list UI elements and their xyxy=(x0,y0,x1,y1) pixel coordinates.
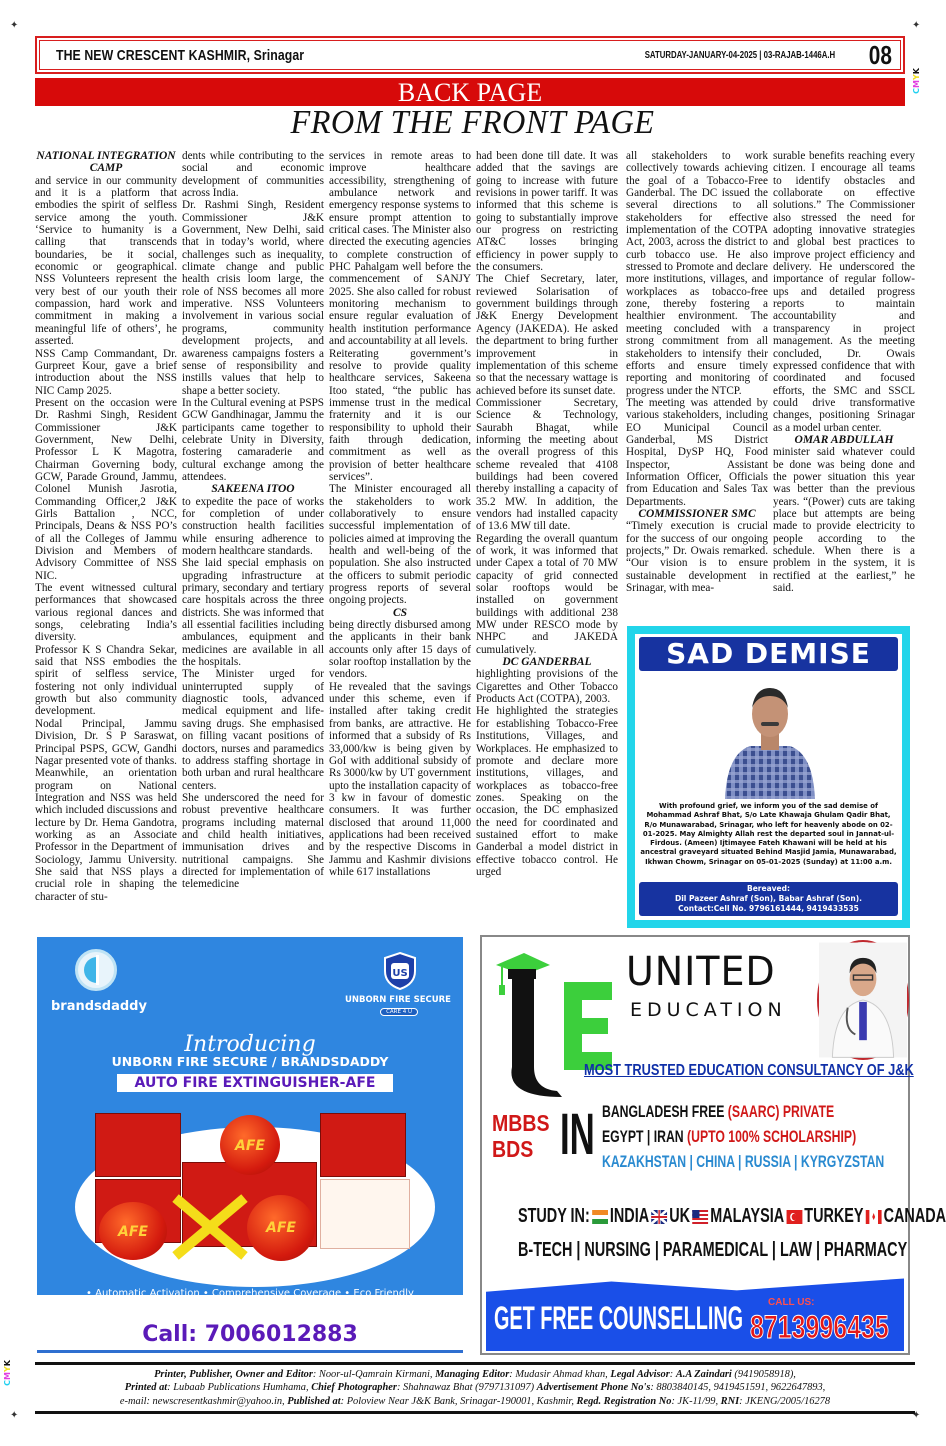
logo-j-letter-icon xyxy=(502,977,544,1097)
fire-ball-image: AFE xyxy=(247,1195,315,1261)
fire-call-number: Call: 7006012883 xyxy=(142,1322,358,1347)
fire-ad-panel xyxy=(37,937,463,1313)
article-paragraph: to expedite the pace of works for completion of under construction health facilities while ensuring adherence to modern healthcare standards. xyxy=(182,495,324,557)
shield-icon xyxy=(382,951,418,991)
imprint-label: Advertisement Phone No's xyxy=(536,1382,651,1394)
paper-name: THE NEW CRESCENT KASHMIR, Srinagar xyxy=(56,46,305,64)
imprint-value: : JKENG/2005/16278 xyxy=(739,1395,831,1407)
page-title: FROM THE FRONT PAGE xyxy=(290,104,655,141)
article-paragraph: Dr. Rashmi Singh, Resident Commissioner J&K Government, New Delhi, said that in today’s world, where challenges such as inequality, climate change and public health crisis loom large, the role of NSS becomes all more imperative. NSS Volunteers involvement in various social programs, community development projects, and awareness campaigns fosters a sense of responsibility and instills values that help to shape a better society. xyxy=(182,199,324,397)
imprint-label: Legal Advisor xyxy=(610,1369,670,1380)
family-box-image xyxy=(320,1179,410,1249)
column-6 xyxy=(773,150,915,594)
registration-mark: ✦ xyxy=(912,1410,921,1421)
registration-mark: ✦ xyxy=(912,20,921,31)
bereaved-box xyxy=(639,882,898,916)
in-label: IN xyxy=(560,1102,595,1167)
product-box-image xyxy=(320,1113,406,1177)
section-bar: BACK PAGE xyxy=(35,78,905,106)
imprint-label: Printer, Publisher, Owner and Editor xyxy=(154,1369,313,1380)
article-paragraph: Regarding the overall quantum of work, it was informed that under Capex a total of 70 MW capacity of grid connected solar rooftops would be installed on government buildings with additional 238 MW under RESCO mode by NHPC and JAKEDA cumulatively. xyxy=(476,532,618,656)
education-ad xyxy=(480,935,946,1355)
imprint-value: : Poloview Near J&K Bank, Srinagar-190001, Kashmir, xyxy=(340,1395,577,1407)
article-paragraph: The Minister urged for uninterrupted supply of diagnostic tools, advanced medical equipment and life-saving drugs. She emphasised on filling vacant positions of doctors, nurses and paramedics to address staffing shortage in both urban and rural healthcare centers. xyxy=(182,668,324,792)
brand-united: UNITED xyxy=(626,949,776,995)
date-line: SATURDAY-JANUARY-04-2025 | 03-RAJAB-1446A.H xyxy=(644,49,836,61)
uk-flag-icon xyxy=(651,1210,667,1224)
article-paragraph: Commissioner Secretary, Science & Technology, Saurabh Bhagat, while informing the meeting about the overall progress of this scheme revealed that 4108 buildings had been covered thereby installing a capacity of 35.2 MW. In addition, the vendors had installed capacity of 13.6 MW till date. xyxy=(476,396,618,533)
registration-mark: ✦ xyxy=(10,1410,19,1421)
imprint-value: : JK-11/99, xyxy=(671,1395,721,1407)
bereaved-label: Bereaved: xyxy=(747,884,790,893)
imprint-label: Managing Editor xyxy=(435,1369,510,1380)
study-in-countries: STUDY IN: INDIA UK MALAYSIA TURKEY CANADA xyxy=(518,1205,946,1227)
bereaved-names: Dil Pazeer Ashraf (Son), Babar Ashraf (Son). xyxy=(675,894,862,903)
article-subhead: DC GANDERBAL xyxy=(502,656,592,669)
shield-letters: US xyxy=(392,968,408,979)
imprint-label: RNI xyxy=(720,1395,740,1407)
article-paragraph: NSS Camp Commandant, Dr. Gurpreet Kour, gave a brief introduction about the NSS NIC Camp 2025. xyxy=(35,347,177,397)
brandsdaddy-name: brandsdaddy xyxy=(51,999,147,1014)
column-4 xyxy=(476,150,618,878)
edu-phone-number: 8713996435 xyxy=(750,1309,889,1345)
course-mbbs-bds: MBBS BDS xyxy=(492,1110,550,1162)
imprint-line xyxy=(35,1381,915,1394)
imprint-label: Printed at xyxy=(124,1382,168,1394)
imprint-line xyxy=(35,1395,915,1408)
article-paragraph: The Chief Secretary, later, reviewed Solarisation of government buildings through J&K Energy Development Agency (JAKEDA). He asked the department to bring further improvement in implementation of this scheme so that the necessary wattage is achieved before its sunset date. xyxy=(476,273,618,397)
imprint-value: : Lubaab Publications Humhama, xyxy=(167,1382,312,1394)
fire-ball-image: AFE xyxy=(99,1202,167,1260)
logo-e-letter-icon xyxy=(564,982,612,1070)
fire-ball-image: AFE xyxy=(220,1115,280,1175)
article-paragraph: The Minister encouraged all the stakeholders to work collaboratively to ensure successful implementation of policies aimed at improving the health and well-being of the population. She also instructed the officers to submit periodic progress reports of several ongoing projects. xyxy=(329,483,471,607)
article-paragraph: Meanwhile, an orientation program on National Integration and NSS was held which included discussions and lecture by Dr. Hema Gandotra, working as an Associate Professor in the Department of Sociology, Jammu University. She said that NSS plays a crucial role in shaping the character of stu- xyxy=(35,767,177,903)
column-3 xyxy=(329,150,471,878)
deceased-portrait-image xyxy=(715,684,825,799)
free-counselling-cta: GET FREE COUNSELLING xyxy=(494,1300,744,1336)
registration-mark: ✦ xyxy=(10,20,19,31)
contact-numbers: Contact:Cell No. 9796161444, 9419433535 xyxy=(678,904,859,913)
edu-tagline: MOST TRUSTED EDUCATION CONSULTANCY OF J&K xyxy=(584,1062,914,1079)
article-paragraph: Reiterating government’s resolve to provide quality healthcare services, Sakeena Itoo stated, “the public has immense trust in the medical fraternity and it is our responsibility to uphold their faith through dedication, commitment as well as provision of better healthcare services”. xyxy=(329,347,471,483)
article-paragraph: surable benefits reaching every citizen. I encourage all teams to identify obstacles and collaborate on effective solutions.” The Commissioner also stressed the need for adopting innovative strategies and global best practices to improve project efficiency and delivery. He underscored the importance of regular follow-ups and detailed progress reports to maintain accountability and transparency in project management. As the meeting concluded, Dr. Owais expressed confidence that with coordinated and focused efforts, the SMC and SSCL could drive transformative changes, positioning Srinagar as a model urban center. xyxy=(773,150,915,434)
article-paragraph: and service in our community and it is a platform that embodies the spirit of selfless service among the youth. ‘Service to humanity is a calling that transcends boundaries, be it social, economic or geographical. NSS Volunteers represent the very best of our youth their compassion, hard work and commitment in making a meaningful life of others’, he asserted. xyxy=(35,174,177,348)
imprint-value: : Shahnawaz Bhat (9797131097) xyxy=(396,1382,537,1394)
article-paragraph: all stakeholders to work collectively towards achieving the goal of a Tobacco-Free Ganderbal. The DC issued the several directions to all stakeholders for effective implementation of the COTPA Act, 2003, across the district to curb tobacco use. He also stressed to Promote and declare more institutions, villages, and workplaces as tobacco-free zone, thereby fostering a healthier environment. The meeting concluded with a strong commitment from all stakeholders to intensify their efforts and ensure timely reporting and monitoring of progress under the NTCP. xyxy=(626,150,768,397)
article-subhead: NATIONAL INTEGRATION CAMP xyxy=(36,150,176,175)
page-number: 08 xyxy=(868,39,892,70)
article-paragraph: services in remote areas to improve healthcare accessibility, strengthening of ambulance network and emergency response systems to ensure prompt attention to critical cases. The Minister also directed the executing agencies to complete construction of PHC Pahalgam well before the commencement of SANJY 2025. She also called for robust monitoring mechanism to ensure regular evaluation of health institution performance and accountability at all levels. xyxy=(329,150,471,348)
article-paragraph: minister said whatever could be done was being done and the power situation this year was better than the previous years. “(Power) cuts are taking place but attempts are being made to provide electricity to people according to the schedule. When there is a problem in the system, it is rectified at the earliest,” he said. xyxy=(773,446,915,595)
cmyk-color-bar: CMYK xyxy=(912,68,921,94)
column-1 xyxy=(35,150,177,903)
courses-list: B-TECH | NURSING | PARAMEDICAL | LAW | PHARMACY xyxy=(518,1239,908,1261)
fire-extinguisher-ad xyxy=(35,935,465,1355)
imprint-value: : xyxy=(669,1369,676,1380)
canada-flag-icon xyxy=(866,1210,882,1224)
imprint-value: e-mail: newscresentkashmir@yahoo.in, xyxy=(119,1395,288,1407)
article-paragraph: The event witnessed cultural performances that showcased various regional dances and songs, celebrating India’s diversity. xyxy=(35,582,177,644)
cmyk-color-bar: CMYK xyxy=(3,1360,12,1386)
article-subhead: COMMISSIONER SMC xyxy=(638,507,756,520)
article-paragraph: Nodal Principal, Jammu Division, Dr. S P Saraswat, Principal PSPS, GCW, Gandhi Nagar presented vote of thanks. xyxy=(35,717,177,767)
article-paragraph: had been done till date. It was added that the savings are going to increase with future revisions in power tariff. It was informed that this scheme is going to substantially improve our progress on restricting AT&C losses bringing efficiency in power supply to the consumers. xyxy=(476,150,618,274)
imprint-footer xyxy=(35,1362,915,1414)
article-paragraph: He highlighted the strategies for establishing Tobacco-Free Institutions, Villages, and Workplaces. He emphasized to promote and declare more institutions, villages, and workplaces as tobacco-free zones. Speaking on the occasion, the DC emphasized the need for coordinated and sustained effort to make Ganderbal a model district in effective tobacco control. He urged xyxy=(476,705,618,878)
article-paragraph: “Timely execution is crucial for the success of our ongoing projects,” Dr. Owais remarked. “Our vision is to ensure sustainable development in Srinagar, with mea- xyxy=(626,520,768,595)
obituary-heading: SAD DEMISE xyxy=(639,637,898,671)
fire-product-name: AUTO FIRE EXTINGUISHER-AFE xyxy=(117,1074,393,1092)
column-5 xyxy=(626,150,768,594)
divider xyxy=(37,1350,463,1353)
destinations: BANGLADESH FREE (SAARC) PRIVATE EGYPT | IRAN (UPTO 100% SCHOLARSHIP) KAZAKHSTAN | CHINA | RUSSIA | KYRGYZSTAN xyxy=(602,1102,885,1171)
article-subhead: SAKEENA ITOO xyxy=(211,483,295,496)
doctor-photo-image xyxy=(817,940,909,1060)
introducing-script: Introducing xyxy=(184,1032,316,1057)
fire-features: • Automatic Activation • Comprehensive Coverage • Eco Friendly • Compensation upto Rs. 10 Lacs • Maintenance Free xyxy=(86,1288,414,1313)
brandsdaddy-logo-icon xyxy=(75,949,117,991)
obituary-body: With profound grief, we inform you of the sad demise of Mohammad Ashraf Bhat, S/o Late Khawaja Ghulam Qadir Bhat, R/o Munawarabad, Srinagar, who left for heavenly abode on 02-01-2025. May Almighty Allah rest the departed soul in Jannat-ul-Firdous. (Ameen) Ijtimayee Fateh Khawani will be held at his ancestral graveyard situated Behind Masjid Jamia, Munawarabad, Ikhwan Chowm, Srinagar on 05-01-2025 (Sunday) at 11:00 a.m. xyxy=(640,802,897,866)
call-us-label: CALL US: xyxy=(768,1297,815,1308)
article-paragraph: dents while contributing to the social and economic development of communities across India. xyxy=(182,150,324,200)
unborn-fire-secure-name: UNBORN FIRE SECURE xyxy=(344,995,451,1005)
imprint-value: : 8803840145, 9419451591, 9622647893, xyxy=(650,1382,826,1394)
imprint-line xyxy=(35,1368,915,1381)
article-paragraph: She laid special emphasis on upgrading infrastructure at primary, secondary and tertiary care hospitals across the three districts. She was informed that all essential facilities including ambulances, equipment and medicines are available in all the hospitals. xyxy=(182,557,324,669)
article-subhead: OMAR ABDULLAH xyxy=(794,433,894,446)
turkey-flag-icon xyxy=(786,1210,802,1224)
masthead xyxy=(35,36,905,74)
imprint-label: A.A Zaindari xyxy=(675,1369,732,1380)
article-paragraph: Present on the occasion were Dr. Rashmi Singh, Resident Commissioner J&K Government, New Delhi, Professor L K Magotra, Chairman Governing body, GCW, Parade Ground, Jammu, Colonel Munish Jasrotia, Commanding Officer,2 J&K Girls Battalion , NCC, Principals, Deans & NSS PO’s of all the Colleges of Jammu Division and Members of Advisory Committee of NSS NIC. xyxy=(35,396,177,582)
article-paragraph: being directly disbursed among the applicants in their bank accounts only after 15 days of solar rooftop installation by the vendors. xyxy=(329,619,471,681)
imprint-label: Regd. Registration No xyxy=(576,1395,672,1407)
imprint-label: Chief Photographer xyxy=(311,1382,397,1394)
article-paragraph: Professor K S Chandra Sekar, said that NSS embodies the spirit of selfless service, fostering not only individual growth but also community development. xyxy=(35,643,177,718)
imprint-value: : Noor-ul-Qamrain Kirmani, xyxy=(312,1369,436,1380)
article-paragraph: She underscored the need for robust preventive healthcare programs including maternal and child health initiatives, immunisation drives and nutritional campaigns. She directed for implementation of telemedicine xyxy=(182,791,324,891)
imprint-label: Published at xyxy=(287,1395,341,1407)
india-flag-icon xyxy=(592,1210,608,1224)
article-paragraph: He revealed that the savings under this scheme, even if installed after taking credit from banks, are attractive. He informed that a subsidy of Rs 33,000/kw is being given by GoI with additional subsidy of Rs 3000/kw by UT government upto the installation capacity of 3 kw in favour of domestic consumers. It was further disclosed that around 11,000 applications had been received by the respective Discoms in Jammu and Kashmir divisions while 617 installations xyxy=(329,680,471,878)
obituary-ad xyxy=(627,626,910,928)
article-paragraph: The meeting was attended by various stakeholders, including EO Municipal Council Ganderbal, MS District Hospital, DySP HQ, Food Inspector, Assistant Information Officer, Officials from Education and Sales Tax Departments. xyxy=(626,396,768,508)
imprint-value: (9419058918), xyxy=(731,1369,796,1380)
product-box-image xyxy=(95,1113,181,1177)
article-paragraph: In the Cultural evening at PSPS GCW Gandhinagar, Jammu the participants came together to celebrate Unity in Diversity, fostering camaraderie and cultural exchange among the attendees. xyxy=(182,396,325,483)
brand-education: EDUCATION xyxy=(630,999,787,1021)
article-paragraph: highlighting provisions of the Cigarettes and Other Tobacco Products Act (COTPA), 2003. xyxy=(476,668,618,706)
fire-brand-line: UNBORN FIRE SECURE / BRANDSDADDY xyxy=(111,1054,389,1069)
article-subhead: CS xyxy=(392,606,408,619)
malaysia-flag-icon xyxy=(692,1210,708,1224)
imprint-value: : Mudasir Ahmad khan, xyxy=(509,1369,611,1380)
unborn-tagline: CARE 4 U xyxy=(380,1008,418,1016)
column-2 xyxy=(182,150,324,891)
